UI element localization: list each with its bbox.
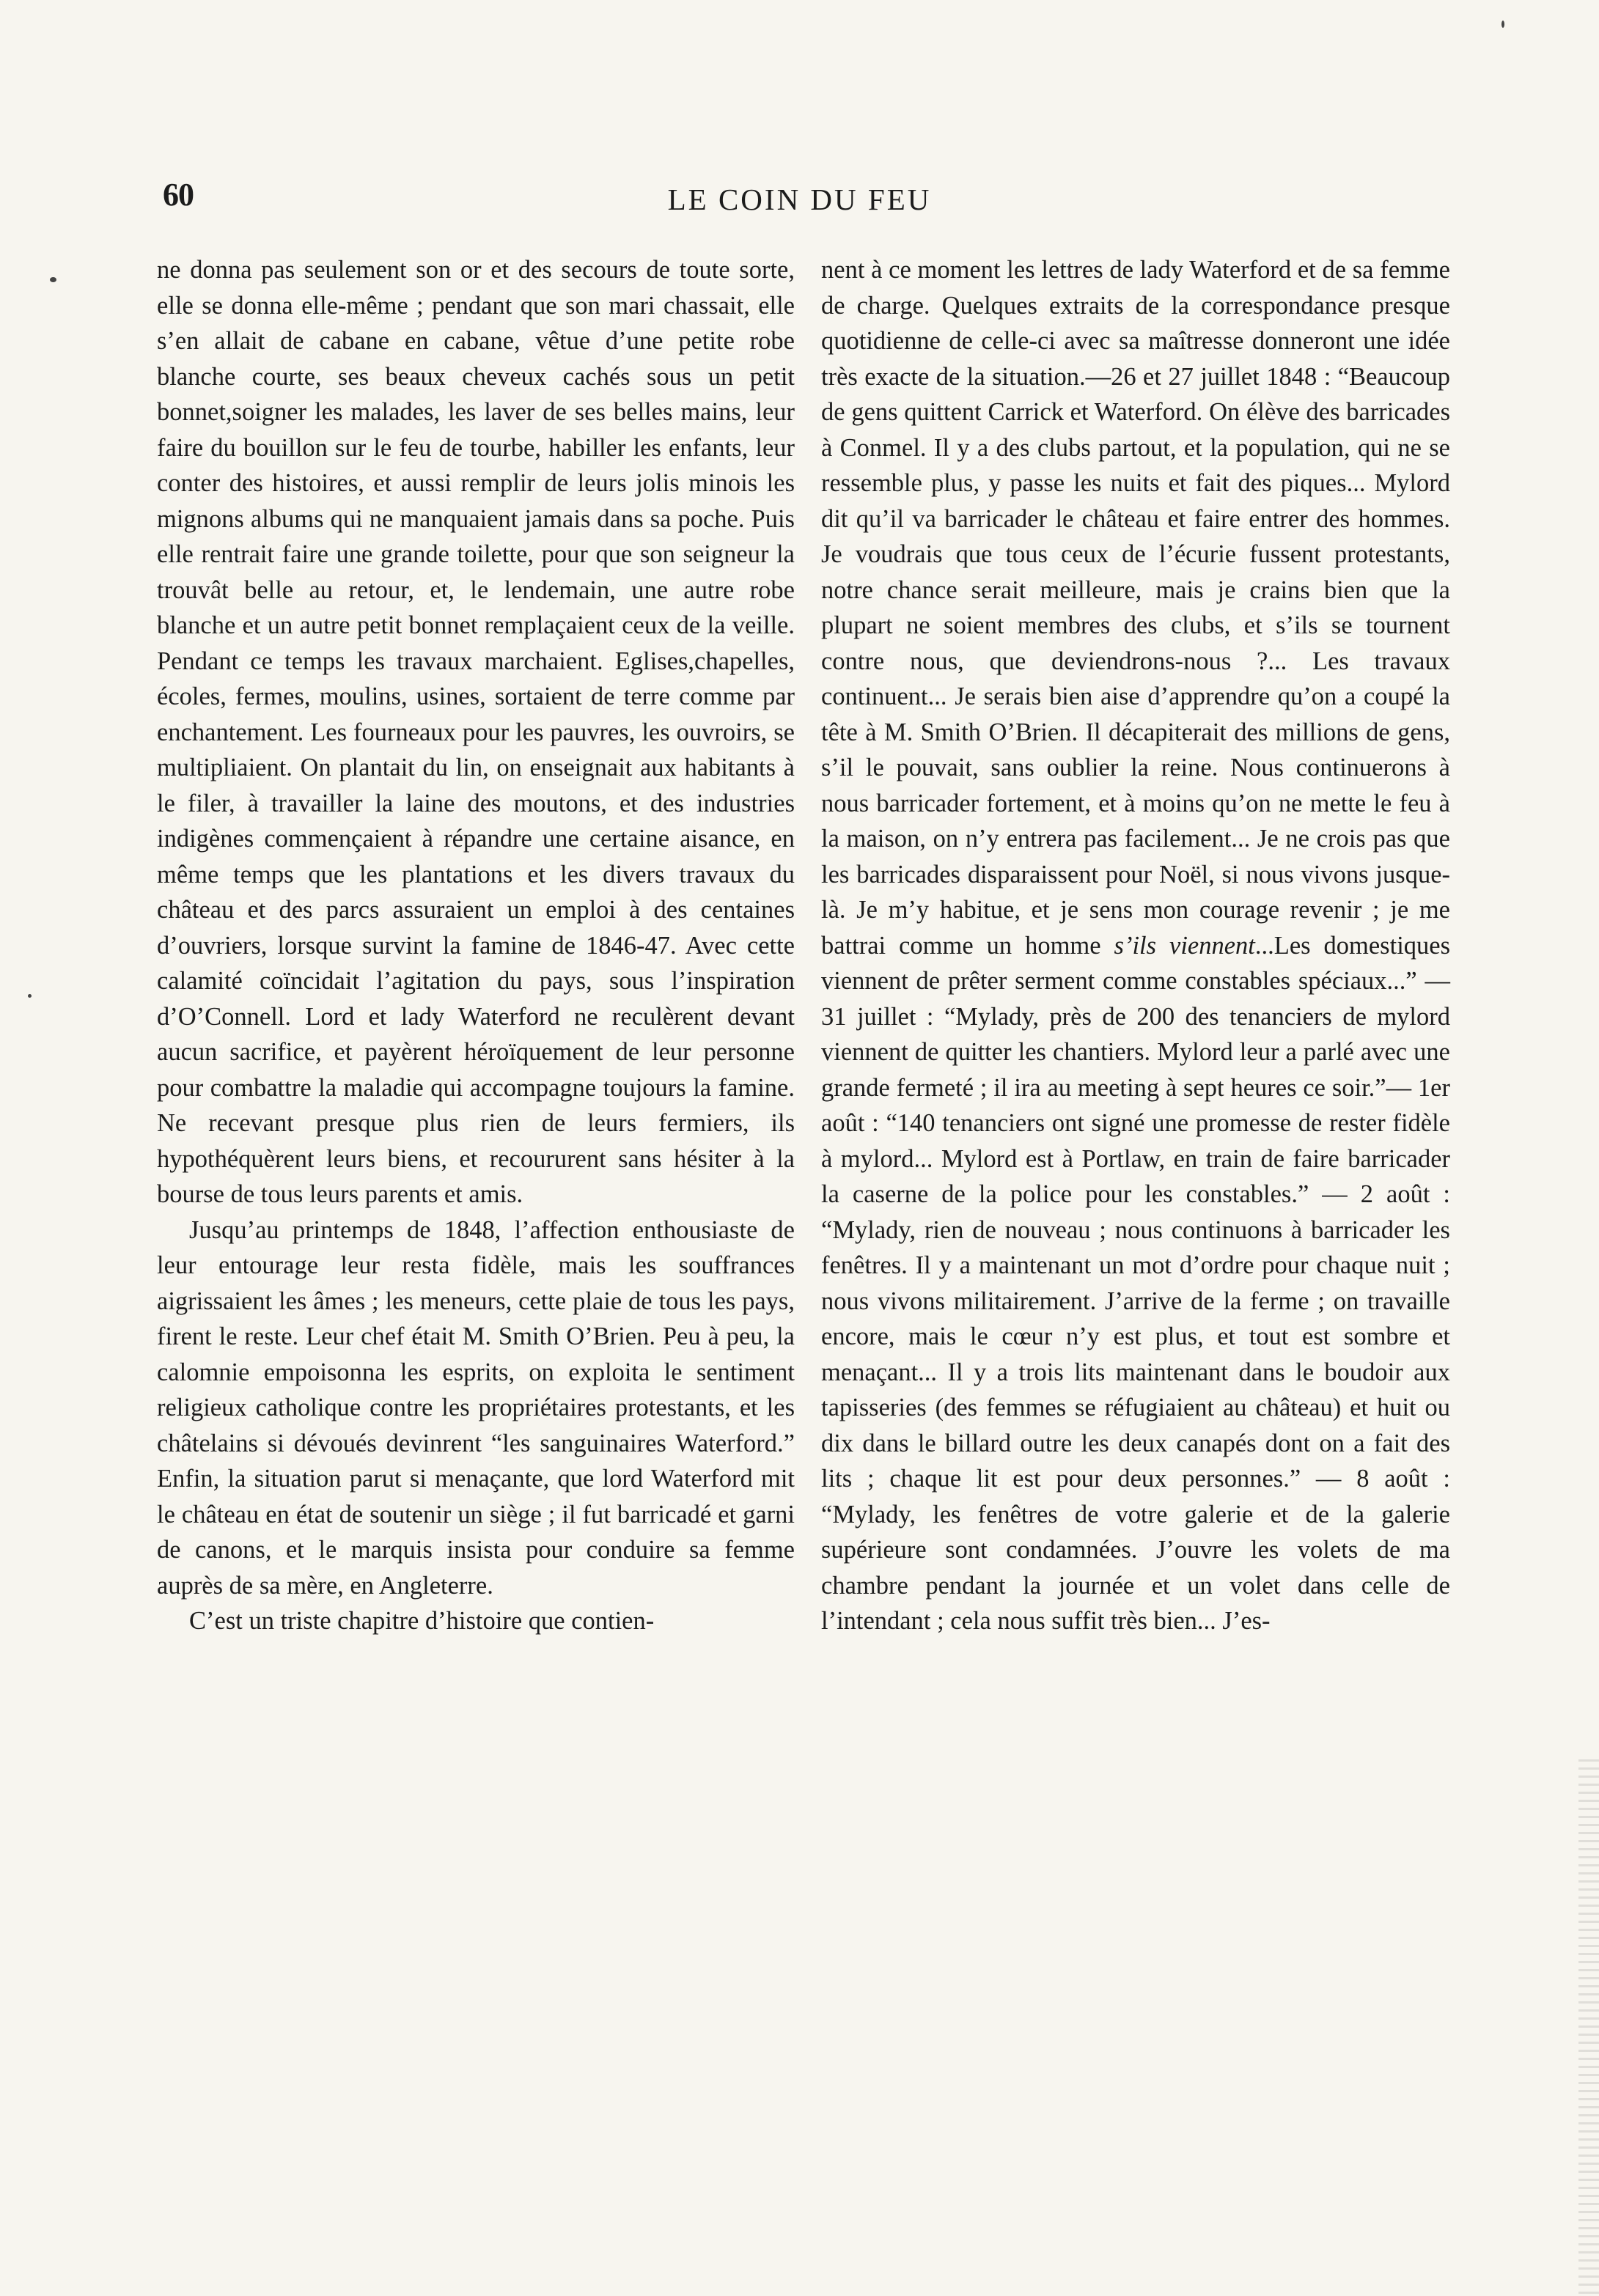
paragraph: Jusqu’au printemps de 1848, l’affection enthousiaste de leur entourage leur resta fidèle, mais les souffrances aigrissaient les âmes ; les meneurs, cette plaie de tous les pays, firent le reste. Leur chef était M. Smith O’Brien. Peu à peu, la calomnie empoisonna les esprits, on exploita le sentiment religieux catholique contre les propriétaires protestants, et les châtelains si dévoués devinrent “les sanguinaires Waterford.” Enfin, la situation parut si menaçante, que lord Waterford mit le château en état de soutenir un siège ; il fut barricadé et garni de canons, et le marquis insista pour conduire sa femme auprès de sa mère, en Angleterre.: [157, 1215, 795, 1600]
print-speck: [28, 994, 32, 998]
left-column: [157, 252, 795, 1639]
right-column: [821, 252, 1450, 1639]
paragraph: [821, 252, 1450, 1639]
paragraph: ne donna pas seulement son or et des secours de toute sorte, elle se donna elle-même ; pendant que son mari chassait, elle s’en allait de cabane en cabane, vêtue d’une petite robe blanche courte, ses beaux cheveux cachés sous un petit bonnet,soigner les malades, les laver de ses belles mains, leur faire du bouillon sur le feu de tourbe, habiller les enfants, leur conter des histoires, et aussi remplir de leurs jolis minois les mignons albums qui ne manquaient jamais dans sa poche. Puis elle rentrait faire une grande toilette, pour que son seigneur la trouvât belle au retour, et, le lendemain, une autre robe blanche et un autre petit bonnet remplaçaient ceux de la veille. Pendant ce temps les travaux marchaient. Eglises,chapelles, écoles, fermes, moulins, usines, sortaient de terre comme par enchantement. Les fourneaux pour les pauvres, les ouvroirs, se multipliaient. On plantait du lin, on enseignait aux habitants à le filer, à travailler la laine des moutons, et des industries indigènes commençaient à répandre une certaine aisance, en même temps que les plantations et les divers travaux du château et des parcs assuraient un emploi à des centaines d’ouvriers, lorsque survint la famine de 1846-47. Avec cette calamité coïncidait l’agitation du pays, sous l’inspiration d’O’Connell. Lord et lady Waterford ne reculèrent devant aucun sacrifice, et payèrent héroïquement de leur personne pour combattre la maladie qui accompagne toujours la famine. Ne recevant presque plus rien de leurs fermiers, ils hypothéquèrent leurs biens, et recoururent sans hésiter à la bourse de tous leurs parents et amis.: [157, 256, 795, 1208]
page-number: 60: [163, 177, 194, 213]
page-edge-noise: [1578, 1759, 1599, 2296]
paragraph-text: nent à ce moment les lettres de lady Waterford et de sa femme de charge. Quelques extraits de la correspondance presque quotidienne de celle-ci avec sa maîtresse donneront une idée très exacte de la situation.—26 et 27 juillet 1848 : “Beaucoup de gens quittent Carrick et Waterford. On élève des barricades à Conmel. Il y a des clubs partout, et la population, qui ne se ressemble plus, y passe les nuits et fait des piques... Mylord dit qu’il va barricader le château et faire entrer des hommes. Je voudrais que tous ceux de l’écurie fussent protestants, notre chance serait meilleure, mais je crains bien que la plupart ne soient membres des clubs, et s’ils se tournent contre nous, que deviendrons-nous ?... Les travaux continuent... Je serais bien aise d’apprendre qu’on a coupé la tête à M. Smith O’Brien. Il décapiterait des millions de gens, s’il le pouvait, sans oublier la reine. Nous continuerons à nous barricader fortement, et à moins qu’on ne mette le feu à la maison, on n’y entrera pas facilement... Je ne crois pas que les barricades disparaissent pour Noël, si nous vivons jusque-là. Je m’y habitue, et je sens mon courage revenir ; je me battrai comme un homme: [821, 256, 1450, 960]
paragraph-text: ...Les domestiques viennent de prêter serment comme constables spéciaux...” — 31 juillet : “Mylady, près de 200 des tenanciers de mylord viennent de quitter les chantiers. Mylord leur a parlé avec une grande fermeté ; il ira au meeting à sept heures ce soir.”— 1er août : “140 tenanciers ont signé une promesse de rester fidèle à mylord... Mylord est à Portlaw, en train de faire barricader la caserne de la police pour les constables.” — 2 août : “Mylady, rien de nouveau ; nous continuons à barricader les fenêtres. Il y a maintenant un mot d’ordre pour chaque nuit ; nous vivons militairement. J’arrive de la ferme ; on travaille encore, mais le cœur n’y est plus, et tout est sombre et menaçant... Il y a trois lits maintenant dans le boudoir aux tapisseries (des femmes se réfugiaient au château) et huit ou dix dans le billard outre les deux canapés dont on a fait des lits ; chaque lit est pour deux personnes.” — 8 août : “Mylady, les fenêtres de votre galerie et de la galerie supérieure sont condamnées. J’ouvre les volets de ma chambre pendant la journée et un volet dans celle de l’intendant ; cela nous suffit très bien... J’es-: [821, 931, 1451, 1635]
paragraph: C’est un triste chapitre d’histoire que contien-: [189, 1607, 655, 1635]
print-speck: [50, 277, 56, 282]
running-head: LE COIN DU FEU: [667, 183, 932, 216]
italic-phrase: s’ils viennent: [1114, 931, 1255, 960]
print-speck: [1501, 21, 1504, 28]
